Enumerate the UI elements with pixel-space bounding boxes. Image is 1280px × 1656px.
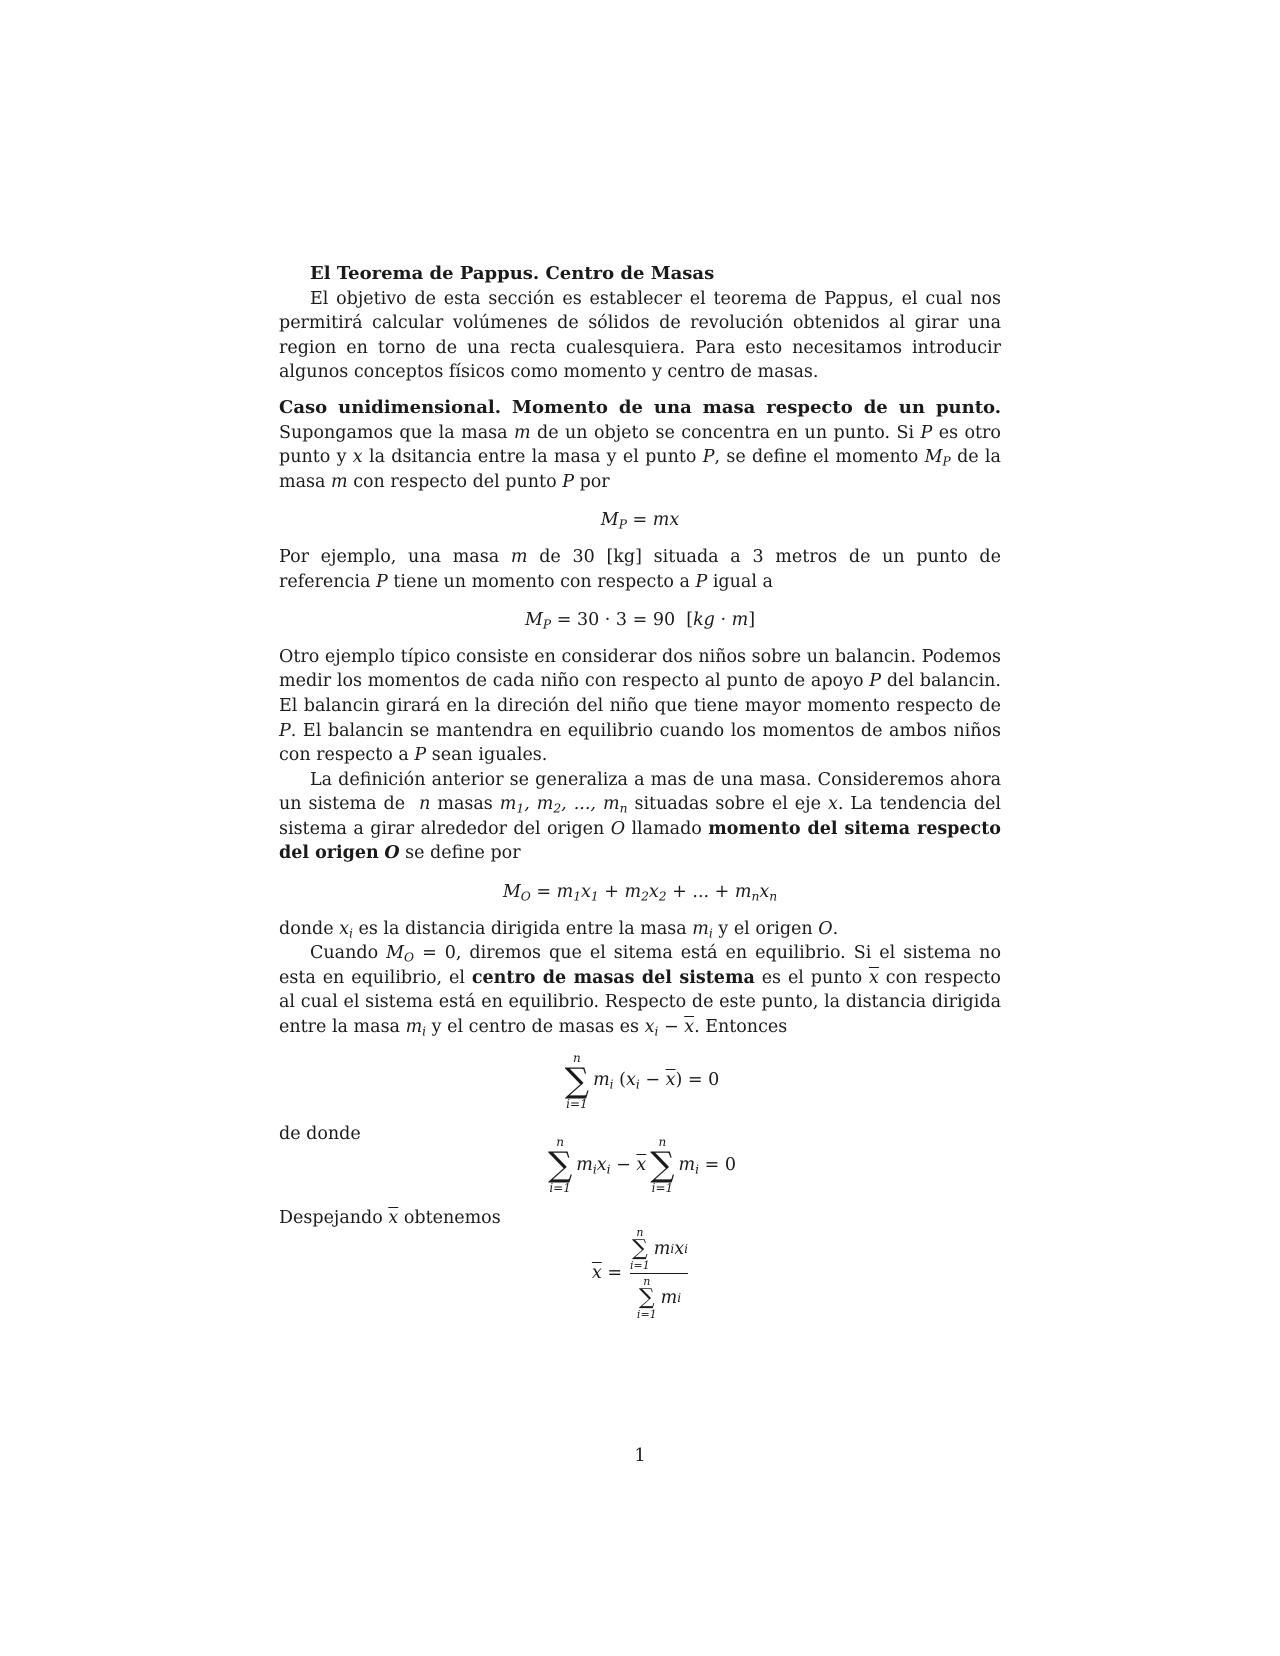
intro-paragraph: El objetivo de esta sección es establecer el teorema de Pappus, el cual nos permitirá calcular volúmenes de sólidos de revolución obtenidos al girar una region en torno de una recta cualesquiera. Para esto necesitamos introducir algunos conceptos físicos como momento y centro de masas. [279, 288, 1001, 383]
despejando-paragraph: Despejando $\overline{x}$ obtenemos [279, 1208, 501, 1229]
equation-center-of-mass: $\overline{x}$ = n ∑ i=1 m i x i n ∑ i=1 m i [591, 1225, 689, 1321]
section-heading: Caso unidimensional. Momento de una masa respecto de un punto. [279, 396, 1001, 418]
equation-sum-2: n ∑ i=1 $m_ix_i - \overline{x}$ n ∑ i=1 $m_i = 0$ [547, 1135, 737, 1196]
page-content [279, 262, 1001, 1332]
generalization-paragraph: La definición anterior se generaliza a mas de una masa. Consideremos ahora un sistema de n masas $m_1$, $m_2$, ..., $m_n$ situadas sobre el eje x. La tendencia del sistema a girar alrededor del origen O llamado momento del sitema respecto del origen O se define por [279, 769, 1001, 864]
equation-moment: $M_P$ = mx [600, 510, 680, 533]
balancin-paragraph: Otro ejemplo típico consiste en considerar dos niños sobre un balancin. Podemos medir los momentos de cada niño con respecto al punto de apoyo P del balancin. El balancin girará en la direción del niño que tiene mayor momento respecto de P. El balancin se mantendra en equilibrio cuando los momentos de ambos niños con respecto a P sean iguales. [279, 646, 1001, 766]
page-number: 1 [634, 1445, 646, 1466]
equilibrium-paragraph: Cuando $M_O = 0$, diremos que el sitema está en equilibrio. Si el sistema no esta en equilibrio, el centro de masas del sistema es el punto $\overline{x}$ con respecto al cual el sistema está en equilibrio. Respecto de este punto, la distancia dirigida entre la masa $m_i$ y el centro de masas es $x_i - \overline{x}$. Entonces [279, 943, 1001, 1039]
equation-example: $M_P = 30 \cdot 3 = 90$ [kg · m] [524, 610, 756, 632]
de-donde-label: de donde [279, 1123, 361, 1144]
section-paragraph-1: Caso unidimensional. Momento de una masa respecto de un punto. Supongamos que la masa m de un objeto se concentra en un punto. Si P es otro punto y x la dsitancia entre la masa y el punto P, se define el momento $M_P$ de la masa m con respecto del punto P por [279, 396, 1001, 492]
document-title: El Teorema de Pappus. Centro de Masas [310, 263, 715, 284]
example-paragraph: Por ejemplo, una masa m de 30 [kg] situada a 3 metros de un punto de referencia P tiene un momento con respecto a P igual a [279, 546, 1001, 592]
donde-paragraph: donde $x_i$ es la distancia dirigida entre la masa $m_i$ y el origen O. [279, 918, 839, 941]
equation-sum-1: n ∑ i=1 $m_i$ $(x_i - \overline{x}) = 0$ [564, 1050, 720, 1111]
equation-system-moment: $M_O = m_1x_1 + m_2x_2$ + ... + $m_nx_n$ [502, 882, 778, 904]
